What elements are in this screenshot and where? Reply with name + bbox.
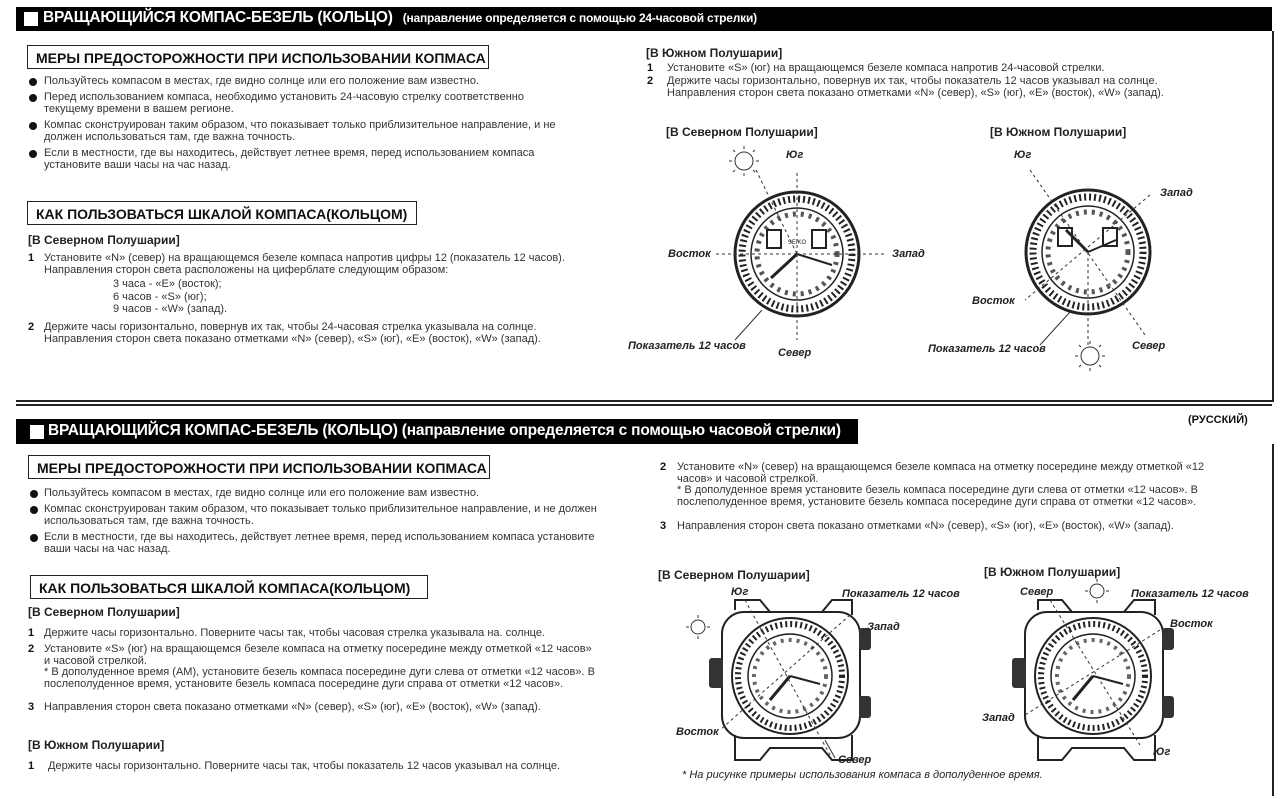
language-tab: (РУССКИЙ) xyxy=(1188,414,1248,426)
watch-brand-text: SEIKO xyxy=(787,240,807,246)
bullet-icon xyxy=(29,78,37,86)
top-header-subtitle: (направление определяется с помощью 24-часовой стрелки) xyxy=(402,11,757,25)
step-number: 1 xyxy=(28,760,35,772)
bottom-fig-south-title: [В Южном Полушарии] xyxy=(984,565,1121,579)
bottom-south-label-north: Север xyxy=(1020,586,1054,598)
section-divider xyxy=(16,404,1272,406)
direction-item: 3 часа - «E» (восток); xyxy=(113,278,222,290)
bullet-text: ваши часы на час назад. xyxy=(44,543,171,555)
bottom-south-label-east: Восток xyxy=(1170,618,1213,630)
crown-left-icon xyxy=(709,658,723,688)
top-north-label-north: Север xyxy=(778,347,812,359)
top-south-label-west: Запад xyxy=(1160,187,1193,199)
top-section-header xyxy=(16,7,1272,31)
bullet-text: должен использоваться там, где важна точность. xyxy=(44,131,296,143)
bullet-text: текущему времени в вашем регионе. xyxy=(44,103,234,115)
bullet-icon xyxy=(30,534,38,542)
bottom-north-label-south: Юг xyxy=(731,586,749,598)
step-number: 3 xyxy=(660,520,667,532)
bullet-text: установите ваши часы на час назад. xyxy=(44,159,231,171)
bottom-north-label-east: Восток xyxy=(676,726,719,738)
bullet-icon xyxy=(30,506,38,514)
step-text: Установите «N» (север) на вращающемся безеле компаса на отметку посередине между отметкой «12 xyxy=(677,461,1205,473)
bottom-north-heading: [В Северном Полушарии] xyxy=(28,605,180,619)
step-number: 1 xyxy=(28,252,35,264)
top-north-label-indicator: Показатель 12 часов xyxy=(628,340,746,352)
direction-item: 6 часов - «S» (юг); xyxy=(113,290,207,303)
top-south-label-east: Восток xyxy=(972,295,1015,307)
pusher-bottom-icon xyxy=(1162,696,1174,718)
step-text: послеполуденное время, установите безель компаса посередине дуги справа от отметки «12 часов». xyxy=(44,677,564,690)
bottom-section-header xyxy=(16,419,858,444)
top-precautions-title: МЕРЫ ПРЕДОСТОРОЖНОСТИ ПРИ ИСПОЛЬЗОВАНИИ КОПМАСА xyxy=(27,45,489,69)
bottom-footnote: * На рисунке примеры использования компаса в дополуденное время. xyxy=(682,769,1043,781)
step-text: * В дополуденное время (AM), установите безель компаса посередине дуги слева от отметки «12 часов». В xyxy=(44,666,595,678)
top-south-label-north: Север xyxy=(1132,340,1166,352)
step-text: Держите часы горизонтально, повернув их так, чтобы 24-часовая стрелка указывала на солнце. xyxy=(44,321,537,333)
step-text: и часовой стрелкой. xyxy=(44,654,147,667)
step-number: 2 xyxy=(28,321,35,333)
top-north-label-west: Запад xyxy=(892,248,925,260)
bullet-icon xyxy=(30,490,38,498)
bottom-north-label-north: Север xyxy=(838,754,872,766)
step-text: Направления сторон света показано отметками «N» (север), «S» (юг), «E» (восток), «W» (запад). xyxy=(677,520,1174,532)
step-text: Направления сторон света показано отметками «N» (север), «S» (юг), «E» (восток), «W» (запад). xyxy=(44,701,541,713)
crown-left-icon xyxy=(1012,658,1026,688)
bullet-text: Компас сконструирован таким образом, что показывает только приблизительное направление, и не xyxy=(44,119,556,131)
bottom-fig-north-title: [В Северном Полушарии] xyxy=(658,568,810,582)
top-header-title: ВРАЩАЮЩИЙСЯ КОМПАС-БЕЗЕЛЬ (КОЛЬЦО) xyxy=(43,9,393,26)
bullet-text: Если в местности, где вы находитесь, действует летнее время, перед использованием компаса установите xyxy=(44,531,595,543)
pusher-top-icon xyxy=(1162,628,1174,650)
step-text: Установите «N» (север) на вращающемся безеле компаса напротив цифры 12 (показатель 12 часов). xyxy=(44,252,565,264)
bottom-howto-title: КАК ПОЛЬЗОВАТЬСЯ ШКАЛОЙ КОМПАСА(КОЛЬЦОМ) xyxy=(30,575,428,599)
bullet-text: Пользуйтесь компасом в местах, где видно солнце или его положение вам известно. xyxy=(44,75,480,87)
top-howto-title: КАК ПОЛЬЗОВАТЬСЯ ШКАЛОЙ КОМПАСА(КОЛЬЦОМ) xyxy=(27,201,417,225)
step-number: 2 xyxy=(660,461,667,473)
bottom-north-label-indicator: Показатель 12 часов xyxy=(842,588,960,600)
header-square-icon xyxy=(30,425,44,439)
bullet-icon xyxy=(29,122,37,130)
step-number: 1 xyxy=(28,627,35,639)
step-text: Держите часы горизонтально. Поверните часы так, чтобы часовая стрелка указывала на. солнце. xyxy=(44,627,545,639)
bottom-south-label-south: Юг xyxy=(1153,746,1171,758)
bottom-south-watch-figure xyxy=(0,0,1,1)
step-text: часов» и часовой стрелкой. xyxy=(677,472,819,485)
top-south-label-indicator: Показатель 12 часов xyxy=(928,343,1046,355)
watch-dial xyxy=(732,618,848,734)
top-south-label-south: Юг xyxy=(1014,149,1032,161)
bullet-icon xyxy=(29,94,37,102)
top-fig-south-title: [В Южном Полушарии] xyxy=(990,125,1127,139)
bullet-text: Компас сконструирован таким образом, что показывает только приблизительное направление, и не должен xyxy=(44,503,597,515)
bottom-north-label-west: Запад xyxy=(867,621,900,633)
step-number: 2 xyxy=(28,643,35,655)
direction-item: 9 часов - «W» (запад). xyxy=(113,303,228,315)
bottom-south-label-west: Запад xyxy=(982,712,1015,724)
step-text: Направления сторон света расположены на циферблате следующим образом: xyxy=(44,263,449,276)
bottom-header-title: ВРАЩАЮЩИЙСЯ КОМПАС-БЕЗЕЛЬ (КОЛЬЦО) (направление определяется с помощью часовой стрелки) xyxy=(48,422,841,439)
step-text: Направления сторон света показано отметками «N» (север), «S» (юг), «E» (восток), «W» (запад). xyxy=(44,332,541,345)
top-fig-north-title: [В Северном Полушарии] xyxy=(666,125,818,139)
pusher-bottom-icon xyxy=(859,696,871,718)
step-text: Держите часы горизонтально, повернув их так, чтобы показатель 12 часов указывал на солнце. xyxy=(667,75,1158,87)
bullet-text: Перед использованием компаса, необходимо установить 24-часовую стрелку соответственно xyxy=(44,91,524,103)
step-text: Направления сторон света показано отметками «N» (север), «S» (юг), «E» (восток), «W» (запад). xyxy=(667,86,1164,99)
step-number: 2 xyxy=(647,75,654,87)
step-text: * В дополуденное время установите безель компаса посередине дуги слева от отметки «12 часов». В xyxy=(677,484,1198,496)
step-text: Установите «S» (юг) на вращающемся безеле компаса напротив 24-часовой стрелки. xyxy=(667,62,1105,74)
step-number: 1 xyxy=(647,62,654,74)
top-north-heading: [В Северном Полушарии] xyxy=(28,233,180,247)
bottom-south-label-indicator: Показатель 12 часов xyxy=(1131,588,1249,600)
top-south-heading: [В Южном Полушарии] xyxy=(646,46,783,60)
watch-dial xyxy=(1035,618,1151,734)
bottom-precautions-title: МЕРЫ ПРЕДОСТОРОЖНОСТИ ПРИ ИСПОЛЬЗОВАНИИ КОПМАСА xyxy=(28,455,490,479)
bullet-text: Если в местности, где вы находитесь, действует летнее время, перед использованием компаса xyxy=(44,147,535,159)
bullet-text: Пользуйтесь компасом в местах, где видно солнце или его положение вам известно. xyxy=(44,487,480,499)
step-text: Установите «S» (юг) на вращающемся безеле компаса на отметку посередине между отметкой «12 часов» xyxy=(44,643,592,655)
header-square-icon xyxy=(24,12,38,26)
step-number: 3 xyxy=(28,701,35,713)
bullet-icon xyxy=(29,150,37,158)
top-north-label-east: Восток xyxy=(668,248,711,260)
top-north-label-south: Юг xyxy=(786,149,804,161)
bottom-south-heading: [В Южном Полушарии] xyxy=(28,738,165,752)
step-text: Держите часы горизонтально. Поверните часы так, чтобы показатель 12 часов указывал на солнце. xyxy=(48,760,561,772)
bullet-text: использоваться там, где важна точность. xyxy=(44,515,254,527)
step-text: послеполуденное время, установите безель компаса посередине дуги справа от отметки «12 часов». xyxy=(677,495,1197,508)
